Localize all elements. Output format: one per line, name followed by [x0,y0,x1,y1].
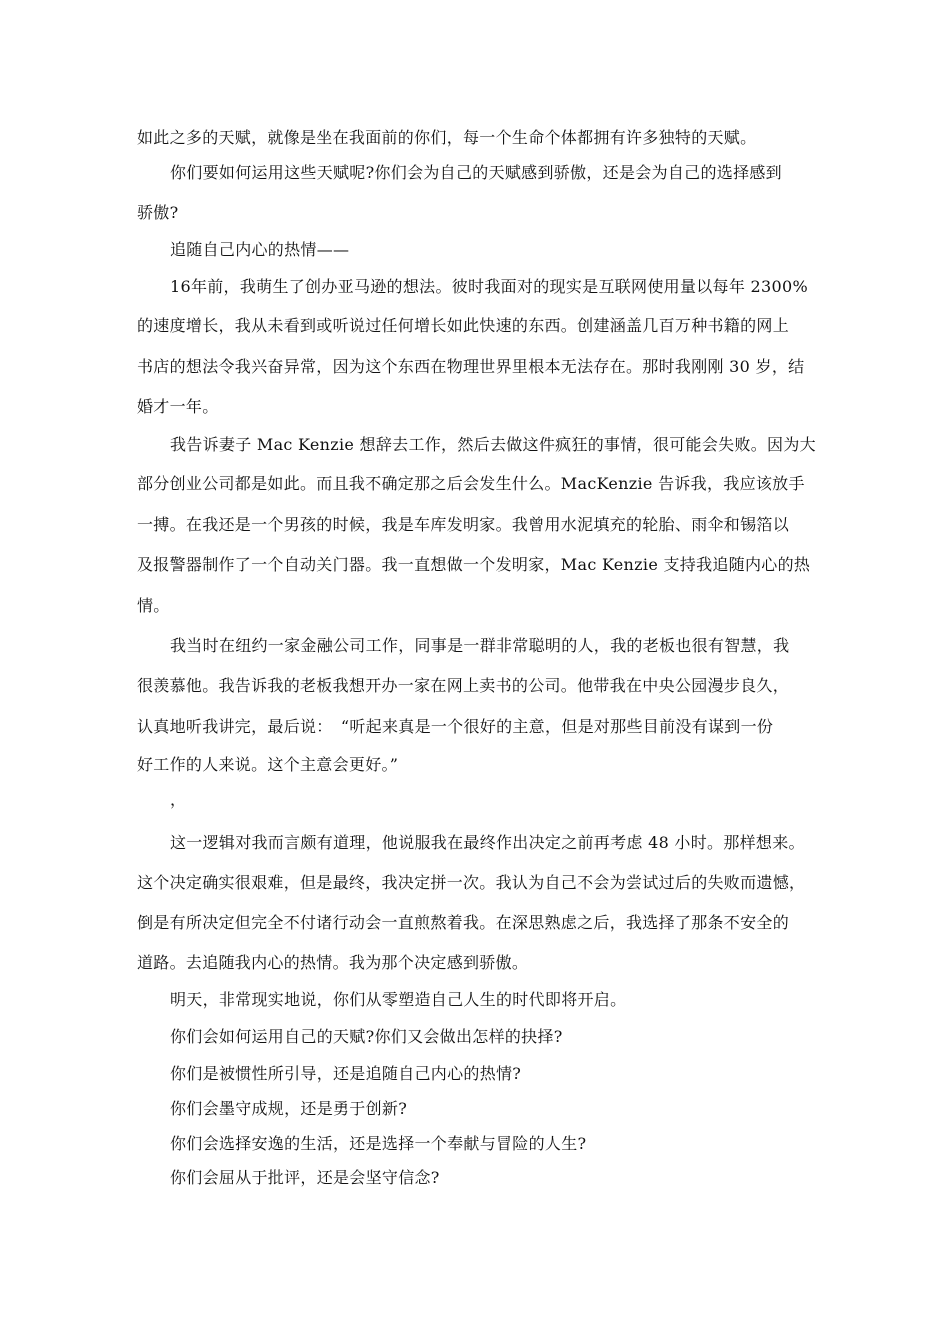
text-line: 这个决定确实很艰难，但是最终，我决定拼一次。我认为自己不会为尝试过后的失败而遗憾， [137,873,806,892]
text-line: 16年前，我萌生了创办亚马逊的想法。彼时我面对的现实是互联网使用量以每年 2300% [170,277,808,296]
text-line: 道路。去追随我内心的热情。我为那个决定感到骄傲。 [137,953,529,972]
text-line: 明天，非常现实地说，你们从零塑造自己人生的时代即将开启。 [170,990,627,1009]
text-line: 一搏。在我还是一个男孩的时候，我是车库发明家。我曾用水泥填充的轮胎、雨伞和锡箔以 [137,515,790,534]
text-line: 如此之多的天赋，就像是坐在我面前的你们，每一个生命个体都拥有许多独特的天赋。 [137,128,757,147]
stray-comma: ， [170,790,187,809]
text-line: 书店的想法令我兴奋异常，因为这个东西在物理世界里根本无法存在。那时我刚刚 30 岁，结 [137,357,805,376]
text-line: 我告诉妻子 Mac Kenzie 想辞去工作，然后去做这件疯狂的事情，很可能会失败。因为大 [170,435,816,454]
text-line: 骄傲? [137,203,179,222]
text-line: 好工作的人来说。这个主意会更好。” [137,755,399,774]
question-line: 你们会墨守成规，还是勇于创新? [170,1099,408,1118]
text-line: 的速度增长，我从未看到或听说过任何增长如此快速的东西。创建涵盖几百万种书籍的网上 [137,316,790,335]
text-line: 很羡慕他。我告诉我的老板我想开办一家在网上卖书的公司。他带我在中央公园漫步良久， [137,676,790,695]
text-line: 部分创业公司都是如此。而且我不确定那之后会发生什么。MacKenzie 告诉我，我应该放手 [137,474,805,493]
text-line: 倒是有所决定但完全不付诸行动会一直煎熬着我。在深思熟虑之后，我选择了那条不安全的 [137,913,790,932]
question-line: 你们会屈从于批评，还是会坚守信念? [170,1168,440,1187]
question-line: 你们是被惯性所引导，还是追随自己内心的热情? [170,1064,522,1083]
text-line: 情。 [137,596,170,615]
text-line: 及报警器制作了一个自动关门器。我一直想做一个发明家，Mac Kenzie 支持我追随内心的热 [137,555,811,574]
question-line: 你们会如何运用自己的天赋?你们又会做出怎样的抉择? [170,1027,563,1046]
text-line: 认真地听我讲完，最后说： “听起来真是一个很好的主意，但是对那些目前没有谋到一份 [137,717,774,736]
text-line: 我当时在纽约一家金融公司工作，同事是一群非常聪明的人，我的老板也很有智慧，我 [170,636,790,655]
question-line: 你们会选择安逸的生活，还是选择一个奉献与冒险的人生? [170,1134,587,1153]
section-heading: 追随自己内心的热情—— [170,240,350,259]
text-line: 这一逻辑对我而言颇有道理，他说服我在最终作出决定之前再考虑 48 小时。那样想来。 [170,833,805,852]
text-line: 你们要如何运用这些天赋呢?你们会为自己的天赋感到骄傲，还是会为自己的选择感到 [170,163,782,182]
text-line: 婚才一年。 [137,397,219,416]
